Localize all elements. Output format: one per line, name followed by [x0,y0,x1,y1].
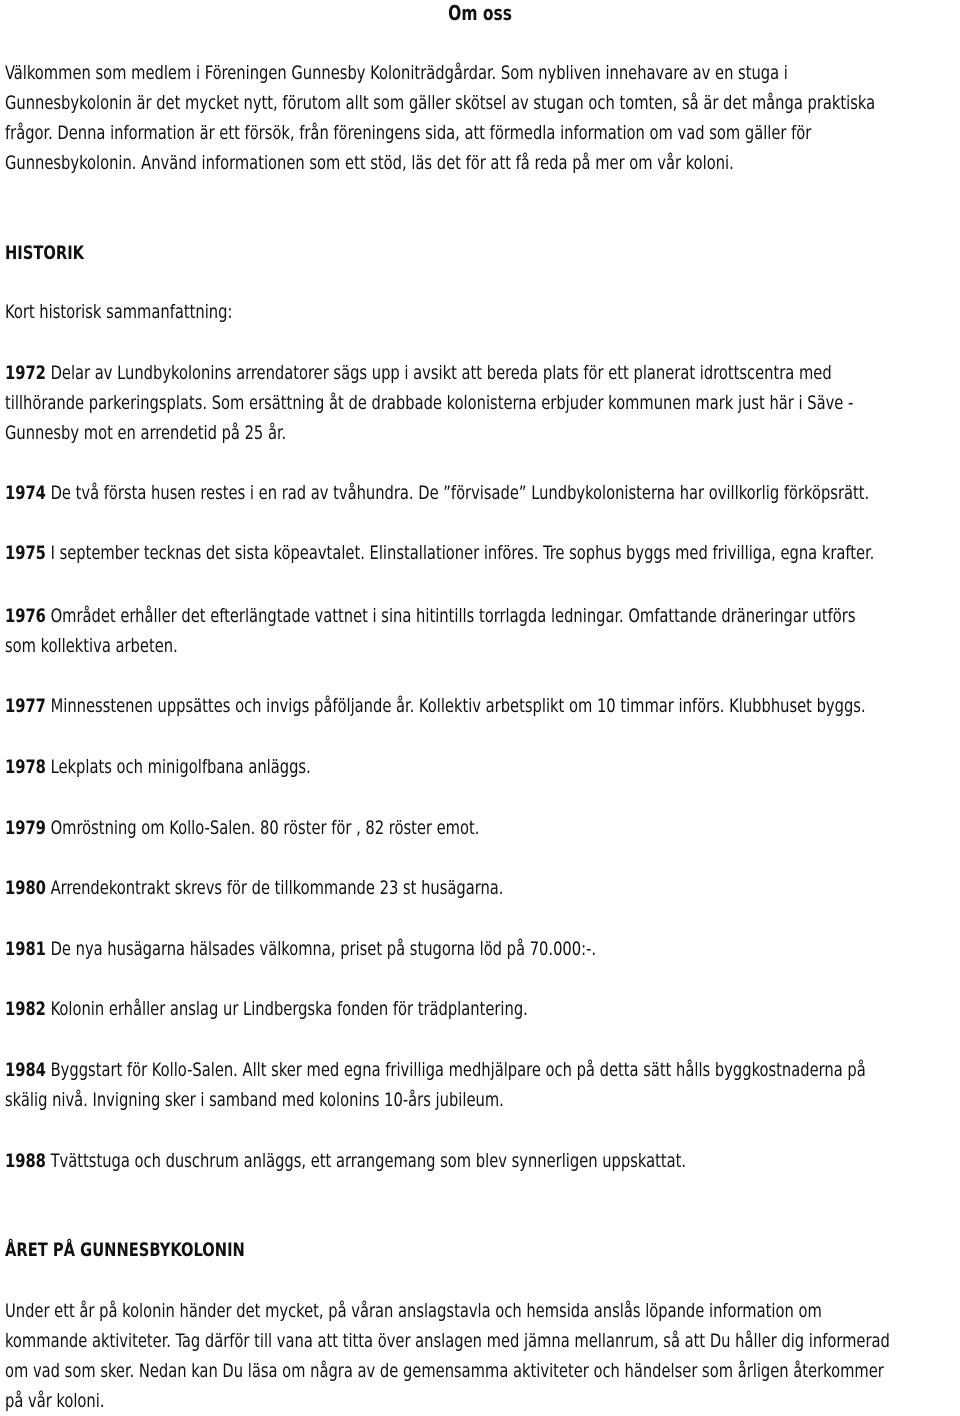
history-text: Byggstart för Kollo-Salen. Allt sker med egna frivilliga medhjälpare och på detta sätt hålls byggkostnaderna på [45,1059,866,1081]
history-entry-line [5,994,822,1024]
intro-paragraph [5,58,955,178]
history-entry-1981 [5,934,955,964]
history-entry-1980 [5,873,955,903]
history-text: De två första husen restes i en rad av tvåhundra. De ”förvisade” Lundbykolonisterna har ovillkorlig förköpsrätt. [45,482,870,504]
history-entry-1977 [5,691,955,721]
historik-heading: HISTORIK [5,242,85,264]
history-entry-line [5,1055,866,1085]
history-entry-1988 [5,1146,955,1176]
history-year: 1977 [5,695,46,717]
history-year: 1982 [5,998,46,1020]
history-entry-line [5,691,866,721]
history-text: Tvättstuga och duschrum anläggs, ett arrangemang som blev synnerligen uppskattat. [45,1150,687,1172]
history-entry-line [5,873,822,903]
aret-line: om vad som sker. Nedan kan Du läsa om några av de gemensamma aktiviteter och händelser som årligen återkommer [5,1360,884,1382]
history-entry-line: Gunnesby mot en arrendetid på 25 år. [5,422,287,444]
history-text: Delar av Lundbykolonins arrendatorer sägs upp i avsikt att bereda plats för ett planerat idrottscentra med [45,362,832,384]
page-title-text: Om oss [448,1,512,25]
history-entry-line [5,813,822,843]
history-entry-1976 [5,601,955,661]
history-entry-line [5,1146,822,1176]
intro-line: frågor. Denna information är ett försök, från föreningens sida, att förmedla information om vad som gäller för [5,122,812,144]
page-title [0,0,960,26]
history-entry-line: tillhörande parkeringsplats. Som ersättning åt de drabbade kolonisterna erbjuder kommunen mark just här i Säve - [5,392,854,414]
history-entry-1975 [5,538,955,568]
history-year: 1988 [5,1150,46,1172]
aret-heading: ÅRET PÅ GUNNESBYKOLONIN [5,1239,245,1261]
history-entry-line [5,478,870,508]
history-year: 1979 [5,817,46,839]
history-entry-line [5,538,875,568]
history-entry-line [5,601,856,631]
history-year: 1976 [5,605,46,627]
history-entry-1972 [5,358,955,448]
history-year: 1972 [5,362,46,384]
history-entry-line [5,752,822,782]
history-year: 1984 [5,1059,46,1081]
history-entry-line: skälig nivå. Invigning sker i samband med kolonins 10-års jubileum. [5,1089,504,1111]
aret-line: på vår koloni. [5,1390,105,1412]
history-entry-line [5,934,822,964]
history-entry-line: som kollektiva arbeten. [5,635,178,657]
aret-line: kommande aktiviteter. Tag därför till vana att titta över anslagen med jämna mellanrum, så att Du håller dig informerad [5,1330,890,1352]
historik-subtitle [5,297,955,327]
intro-line: Gunnesbykolonin. Använd informationen som ett stöd, läs det för att få reda på mer om vår koloni. [5,152,734,174]
intro-line: Välkommen som medlem i Föreningen Gunnesby Koloniträdgårdar. Som nybliven innehavare av en stuga i [5,62,788,84]
history-entry-1984 [5,1055,955,1115]
history-year: 1980 [5,877,46,899]
history-text: Omröstning om Kollo-Salen. 80 röster för , 82 röster emot. [45,817,480,839]
intro-line: Gunnesbykolonin är det mycket nytt, förutom allt som gäller skötsel av stugan och tomten, så är det många praktiska [5,92,876,114]
history-text: Lekplats och minigolfbana anläggs. [45,756,311,778]
history-entry-1978 [5,752,955,782]
history-year: 1975 [5,542,46,564]
history-text: Minnesstenen uppsättes och invigs påföljande år. Kollektiv arbetsplikt om 10 timmar införs. Klubbhuset byggs. [45,695,866,717]
history-year: 1978 [5,756,46,778]
history-text: I september tecknas det sista köpeavtalet. Elinstallationer införes. Tre sophus byggs med frivilliga, egna krafter. [45,542,875,564]
history-text: Kolonin erhåller anslag ur Lindbergska fonden för trädplantering. [45,998,528,1020]
history-entry-1974 [5,478,955,508]
historik-subtitle-text: Kort historisk sammanfattning: [5,301,233,323]
aret-line: Under ett år på kolonin händer det mycket, på våran anslagstavla och hemsida anslås löpande information om [5,1300,822,1322]
history-year: 1974 [5,482,46,504]
history-text: Arrendekontrakt skrevs för de tillkommande 23 st husägarna. [45,877,504,899]
aret-paragraph [5,1296,955,1416]
history-text: Området erhåller det efterlängtade vattnet i sina hitintills torrlagda ledningar. Omfattande dräneringar utförs [45,605,856,627]
history-text: De nya husägarna hälsades välkomna, priset på stugorna löd på 70.000:-. [45,938,597,960]
history-entry-line [5,358,832,388]
history-entry-1979 [5,813,955,843]
history-entry-1982 [5,994,955,1024]
history-year: 1981 [5,938,46,960]
